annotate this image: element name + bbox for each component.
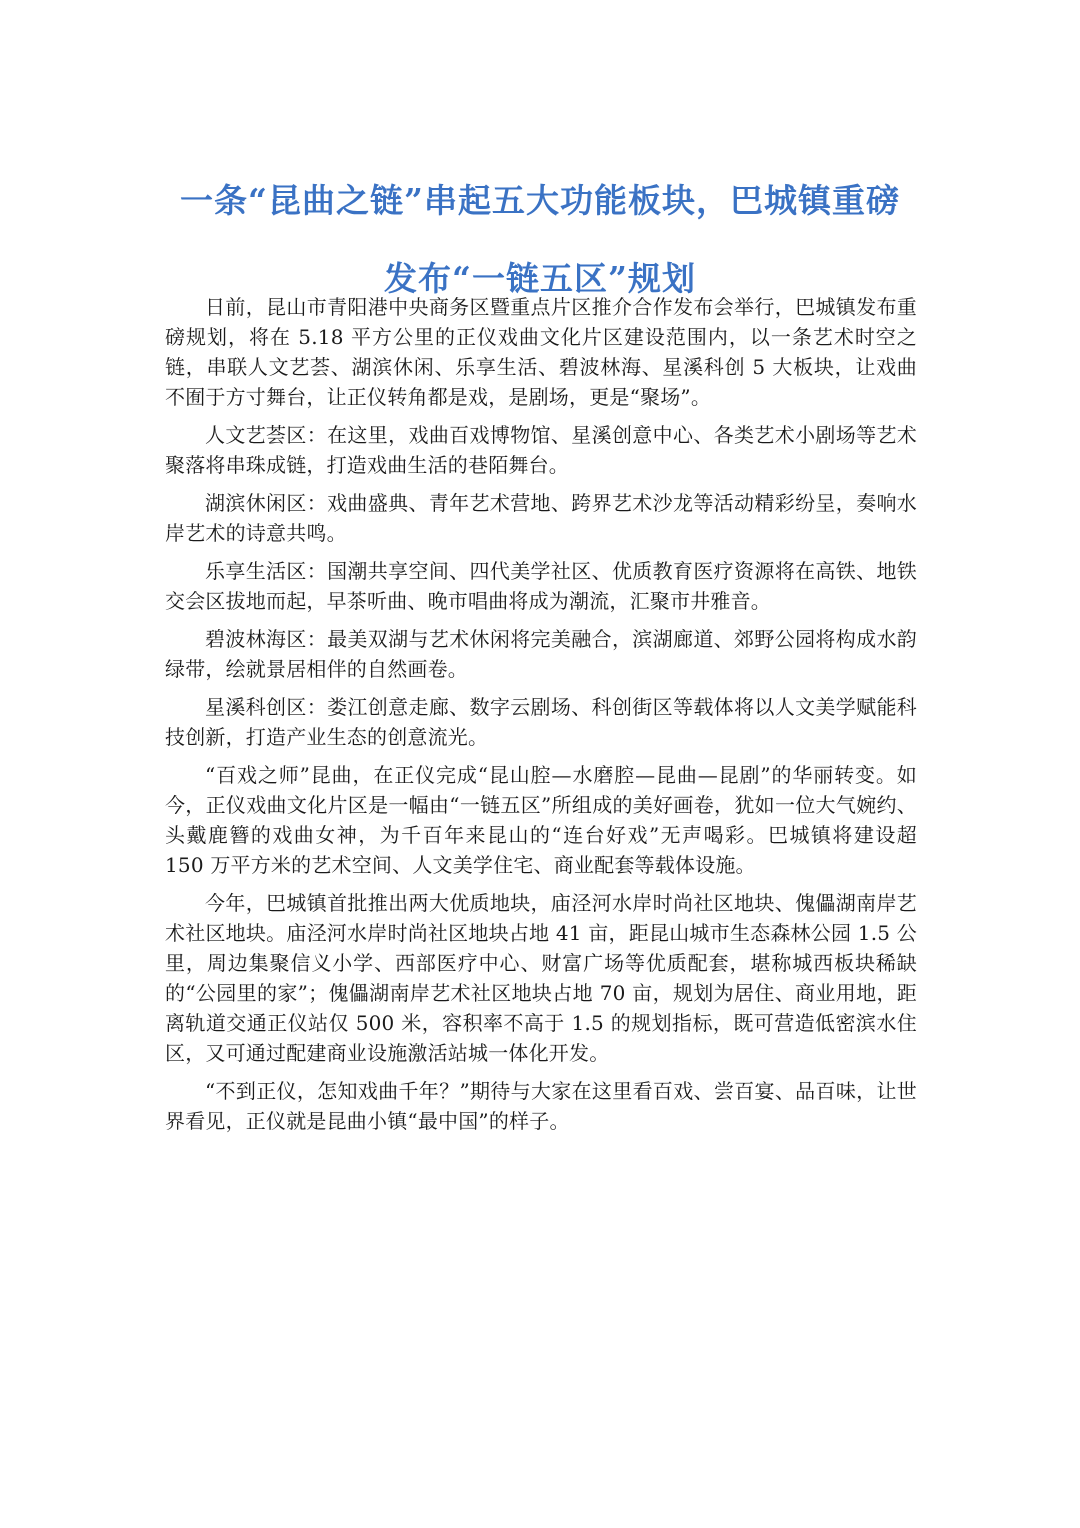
- paragraph-closing: “不到正仪，怎知戏曲千年？”期待与大家在这里看百戏、尝百宴、品百味，让世界看见，正仪就是昆曲小镇“最中国”的样子。: [165, 1079, 917, 1133]
- paragraph-lexiang: 乐享生活区：国潮共享空间、四代美学社区、优质教育医疗资源将在高铁、地铁交会区拔地而起，早茶听曲、晚市唱曲将成为潮流，汇聚市井雅音。: [165, 559, 917, 613]
- paragraph-land-parcels: 今年，巴城镇首批推出两大优质地块，庙泾河水岸时尚社区地块、傀儡湖南岸艺术社区地块。庙泾河水岸时尚社区地块占地 41 亩，距昆山城市生态森林公园 1.5 公里，周边集聚信义小学、西部医疗中心、财富广场等优质配套，堪称城西板块稀缺的“公园里的家”；傀儡湖南岸艺术社区地块占地 70 亩，规划为居住、商业用地，距离轨道交通正仪站仅 500 米，容积率不高于 1.5 的规划指标，既可营造低密滨水住区，又可通过配建商业设施激活站城一体化开发。: [165, 891, 917, 1065]
- paragraph-hubin: 湖滨休闲区：戏曲盛典、青年艺术营地、跨界艺术沙龙等活动精彩纷呈，奏响水岸艺术的诗意共鸣。: [165, 491, 917, 545]
- article-body: [165, 292, 917, 1144]
- title-line-1: 一条“昆曲之链”串起五大功能板块，巴城镇重磅: [180, 181, 900, 220]
- paragraph-renwen: 人文艺荟区：在这里，戏曲百戏博物馆、星溪创意中心、各类艺术小剧场等艺术聚落将串珠成链，打造戏曲生活的巷陌舞台。: [165, 423, 917, 477]
- paragraph-bibo: 碧波林海区：最美双湖与艺术休闲将完美融合，滨湖廊道、郊野公园将构成水韵绿带，绘就景居相伴的自然画卷。: [165, 627, 917, 681]
- paragraph-intro: 日前，昆山市青阳港中央商务区暨重点片区推介合作发布会举行，巴城镇发布重磅规划，将在 5.18 平方公里的正仪戏曲文化片区建设范围内，以一条艺术时空之链，串联人文艺荟、湖滨休闲、乐享生活、碧波林海、星溪科创 5 大板块，让戏曲不囿于方寸舞台，让正仪转角都是戏，是剧场，更是“聚场”。: [165, 295, 917, 409]
- paragraph-xingxi: 星溪科创区：娄江创意走廊、数字云剧场、科创街区等载体将以人文美学赋能科技创新，打造产业生态的创意流光。: [165, 695, 917, 749]
- paragraph-kunqu: “百戏之师”昆曲，在正仪完成“昆山腔—水磨腔—昆曲—昆剧”的华丽转变。如今，正仪戏曲文化片区是一幅由“一链五区”所组成的美好画卷，犹如一位大气婉约、头戴鹿簪的戏曲女神，为千百年来昆山的“连台好戏”无声喝彩。巴城镇将建设超 150 万平方米的艺术空间、人文美学住宅、商业配套等载体设施。: [165, 763, 917, 877]
- title-line-2: 发布“一链五区”规划: [384, 259, 696, 298]
